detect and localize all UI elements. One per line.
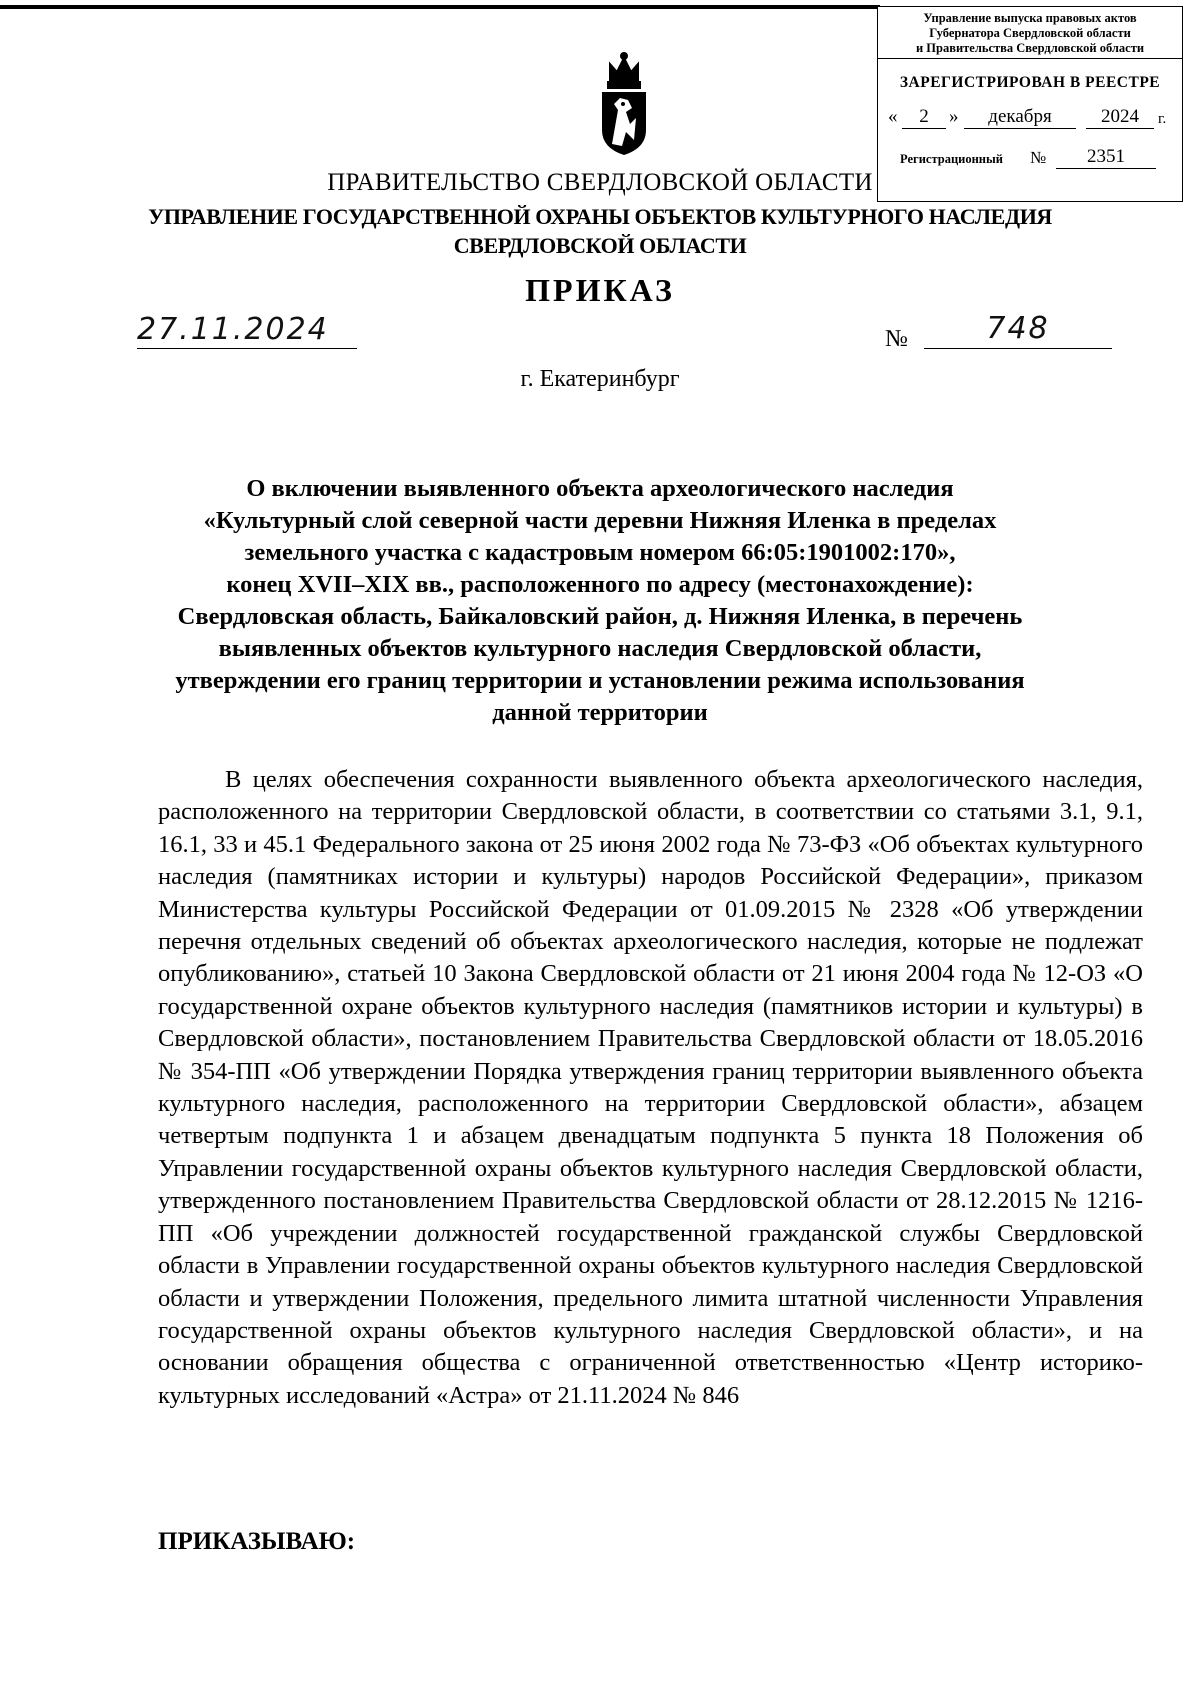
order-directive: ПРИКАЗЫВАЮ: xyxy=(158,1528,356,1555)
stamp-day: 2 xyxy=(902,106,946,129)
stamp-month: декабря xyxy=(964,106,1076,129)
stamp-quote-close: » xyxy=(949,106,959,127)
title-line: утверждении его границ территории и установлении режима использования xyxy=(175,667,1025,694)
stamp-authority-line: Управление выпуска правовых актов xyxy=(923,11,1137,25)
stamp-authority-line: и Правительства Свердловской области xyxy=(915,41,1145,55)
stamp-reg-number: 2351 xyxy=(1056,146,1156,169)
stamp-quote-open: « xyxy=(888,106,898,127)
stamp-registered-label: ЗАРЕГИСТРИРОВАН В РЕЕСТРЕ xyxy=(899,74,1161,91)
top-border-line xyxy=(0,5,880,9)
document-type: ПРИКАЗ xyxy=(525,272,675,308)
title-line: О включении выявленного объекта археологического наследия xyxy=(246,475,954,502)
order-title xyxy=(0,473,1200,729)
city: г. Екатеринбург xyxy=(520,366,680,392)
title-line: конец XVII–XIX вв., расположенного по адресу (местонахождение): xyxy=(226,571,974,598)
title-line: земельного участка с кадастровым номером 66:05:1901002:170», xyxy=(244,539,956,566)
title-line: «Культурный слой северной части деревни Нижняя Иленка в пределах xyxy=(203,507,997,534)
order-date: 27.11.2024 xyxy=(137,312,357,349)
stamp-authority xyxy=(878,7,1182,59)
department-name-line: УПРАВЛЕНИЕ ГОСУДАРСТВЕННОЙ ОХРАНЫ ОБЪЕКТОВ КУЛЬТУРНОГО НАСЛЕДИЯ xyxy=(148,204,1052,229)
government-name: ПРАВИТЕЛЬСТВО СВЕРДЛОВСКОЙ ОБЛАСТИ xyxy=(327,169,873,196)
title-line: выявленных объектов культурного наследия Свердловской области, xyxy=(218,635,982,662)
stamp-authority-line: Губернатора Свердловской области xyxy=(929,26,1131,40)
order-number-label: № xyxy=(885,326,908,352)
preamble-paragraph: В целях обеспечения сохранности выявленного объекта археологического наследия, расположенного на территории Свердловской области, в соответствии со статьями 3.1, 9.1, 16.1, 33 и 45.1 Федерального закона от 25 июня 2002 года № 73-ФЗ «Об объектах культурного наследия (памятниках истории и культуры) народов Российской Федерации», приказом Министерства культуры Российской Федерации от 01.09.2015 № 2328 «Об утверждении перечня отдельных сведений об объектах археологического наследия, которые не подлежат опубликованию», статьей 10 Закона Свердловской области от 21 июня 2004 года № 12-ОЗ «О государственной охране объектов культурного наследия (памятников истории и культуры) в Свердловской области», постановлением Правительства Свердловской области от 18.05.2016 № 354-ПП «Об утверждении Порядка утверждения границ территории выявленного объекта культурного наследия, расположенного на территории Свердловской области», абзацем четвертым подпункта 1 и абзацем двенадцатым подпункта 5 пункта 18 Положения об Управлении государственной охраны объектов культурного наследия Свердловской области, утвержденного постановлением Правительства Свердловской области от 28.12.2015 № 1216-ПП «Об учреждении должностей государственной гражданской службы Свердловской области в Управлении государственной охраны объектов культурного наследия Свердловской области и утверждении Положения, предельного лимита штатной численности Управления государственной охраны объектов культурного наследия Свердловской области», и на основании обращения общества с ограниченной ответственностью «Центр историко-культурных исследований «Астра» от 21.11.2024 № 846 xyxy=(158,766,1143,1409)
stamp-reg-label: Регистрационный xyxy=(900,152,1003,166)
title-line: Свердловская область, Байкаловский район, д. Нижняя Иленка, в перечень xyxy=(177,603,1023,630)
stamp-year-suffix: г. xyxy=(1158,111,1167,127)
coat-of-arms-icon xyxy=(596,52,652,156)
department-name xyxy=(0,202,1200,260)
stamp-no-sign: № xyxy=(1030,148,1047,167)
order-number: 748 xyxy=(924,312,1112,349)
department-name-line: СВЕРДЛОВСКОЙ ОБЛАСТИ xyxy=(453,233,747,258)
title-line: данной территории xyxy=(492,699,708,726)
stamp-year: 2024 xyxy=(1086,106,1154,129)
stamp-date xyxy=(878,106,1182,136)
